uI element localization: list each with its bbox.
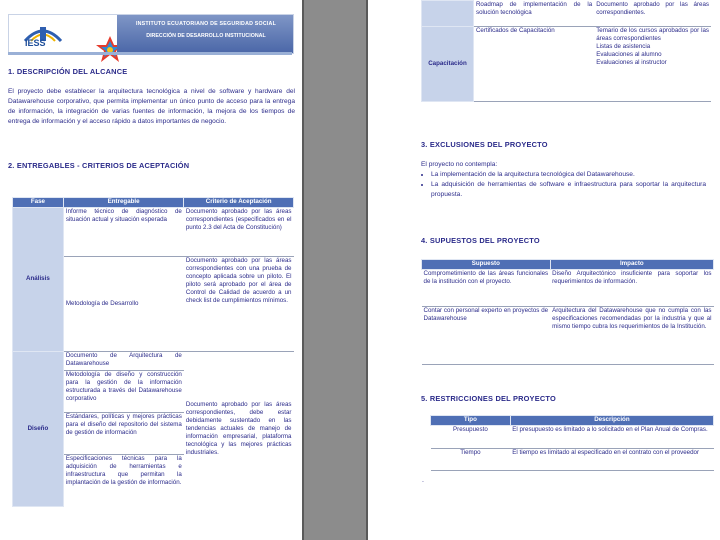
criterion-cell: Documento aprobado por las áreas correspondientes (especificados en el punto 2.3 del Acta de Constitución)	[184, 208, 294, 257]
assumptions-table	[421, 259, 714, 365]
type-cell: Presupuesto	[431, 426, 511, 449]
page-gap	[302, 0, 368, 540]
assumption-cell: Comprometimiento de las áreas funcionales de la institución con el proyecto.	[422, 270, 551, 307]
description-cell: El tiempo es limitado al especificado en el contrato con el proveedor	[510, 449, 713, 471]
col-header-descripcion: Descripción	[510, 416, 713, 426]
fase-analisis: Análisis	[13, 208, 64, 352]
criterion-cell: Documento aprobado por las áreas correspondientes, debe estar debidamente sustentado en las tendencias actuales de manejo de información empresarial, plataforma tecnológica y las mejores prácticas industriales.	[185, 400, 292, 457]
col-header-entregable: Entregable	[63, 198, 184, 208]
col-header-impacto: Impacto	[550, 260, 713, 270]
restrictions-table	[430, 415, 714, 471]
end-mark: .	[422, 477, 424, 484]
criterion-cell: Documento aprobado por las áreas correspondientes con una prueba de concepto aplicada sobre un piloto. El piloto será aprobado por el área de Control de Calidad de acuerdo a un check list de cumplimientos mínimos.	[184, 257, 294, 352]
table-row	[431, 449, 714, 471]
section-2-title: 2. ENTREGABLES - CRITERIOS DE ACEPTACIÓN	[8, 161, 190, 170]
fase-diseno: Diseño	[13, 352, 64, 507]
col-header-criterio: Criterio de Aceptación	[184, 198, 294, 208]
table-row	[422, 27, 712, 102]
impact-cell: Arquitectura del Datawarehouse que no cumpla con las especificaciones recomendadas por la industria y que al mismo tiempo cubra los requerimientos de la Institución.	[550, 307, 713, 365]
col-header-fase: Fase	[13, 198, 64, 208]
col-header-supuesto: Supuesto	[422, 260, 551, 270]
deliverable-cell: Metodología de diseño y construcción para la gestión de la información estructurada a través del Datawarehouse corporativo	[63, 371, 184, 413]
logo-text: IESS	[25, 38, 46, 48]
iess-logo	[21, 19, 65, 51]
table-row	[13, 208, 294, 257]
table-header-row	[422, 260, 714, 270]
description-cell: El presupuesto es limitado a lo solicitado en el Plan Anual de Compras.	[510, 426, 713, 449]
header-divider	[8, 52, 292, 55]
criterion-cell: Documento aprobado por las áreas correspondientes.	[594, 1, 711, 27]
section-1-title: 1. DESCRIPCIÓN DEL ALCANCE	[8, 67, 128, 76]
section-3-title: 3. EXCLUSIONES DEL PROYECTO	[421, 140, 548, 149]
deliverable-cell: Informe técnico de diagnóstico de situación actual y situación esperada	[63, 208, 184, 257]
impact-cell: Diseño Arquitectónico insuficiente para soportar los requerimientos de información.	[550, 270, 713, 307]
table-row	[422, 307, 714, 365]
deliverable-cell: Estándares, políticas y mejores prácticas para el diseño del repositorio del sistema de gestión de información	[63, 413, 184, 455]
table-row	[431, 426, 714, 449]
deliverable-cell: Roadmap de implementación de la solución tecnológica	[473, 1, 594, 27]
table-header-row	[431, 416, 714, 426]
deliverable-cell: Documento de Arquitectura de Datawarehouse	[63, 352, 184, 371]
deliverable-cell: Especificaciones técnicas para la adquisición de herramientas e infraestructura que permitan la implantación de la gestión de información.	[65, 455, 182, 487]
direction-name: DIRECCIÓN DE DESARROLLO INSTITUCIONAL	[146, 33, 266, 39]
section-4-title: 4. SUPUESTOS DEL PROYECTO	[421, 236, 540, 245]
list-item: • La adquisición de herramientas de software e infraestructura para soportar la arquitectura propuesta.	[431, 180, 706, 200]
section-3-intro: El proyecto no contempla:	[421, 161, 498, 168]
assumption-cell: Contar con personal experto en proyectos de Datawarehouse	[422, 307, 551, 365]
col-header-tipo: Tipo	[431, 416, 511, 426]
deliverable-cell: Metodología de Desarrollo	[63, 257, 184, 352]
table-header-row	[13, 198, 294, 208]
section-1-paragraph: El proyecto debe establecer la arquitectura tecnológica a nivel de software y hardware del Datawarehouse corporativo, que permita implementar un único punto de acceso para la entrega de información, la integración de varias fuentes de información, la mejora de los tiempos de entrega de información y el acceso rápido a datos importantes de negocio.	[8, 88, 295, 125]
deliverables-table-continued	[421, 0, 711, 102]
exclusions-list	[421, 170, 706, 200]
list-item: • La implementación de la arquitectura tecnológica del Datawarehouse.	[431, 170, 706, 180]
page-header	[8, 14, 294, 54]
section-5-title: 5. RESTRICCIONES DEL PROYECTO	[421, 394, 556, 403]
table-row	[422, 1, 712, 27]
criterion-cell: Temario de los cursos aprobados por las áreas correspondientes Listas de asistencia Evaluaciones al alumno Evaluaciones al instructor	[594, 27, 711, 102]
document-page-1	[0, 0, 302, 540]
deliverable-cell: Certificados de Capacitación	[473, 27, 594, 102]
table-row	[13, 352, 294, 371]
type-cell: Tiempo	[431, 449, 511, 471]
deliverables-table	[12, 197, 294, 507]
document-page-2	[368, 0, 720, 540]
fase-capacitacion: Capacitación	[422, 27, 474, 102]
institute-name: INSTITUTO ECUATORIANO DE SEGURIDAD SOCIAL	[135, 21, 277, 27]
table-row	[422, 270, 714, 307]
